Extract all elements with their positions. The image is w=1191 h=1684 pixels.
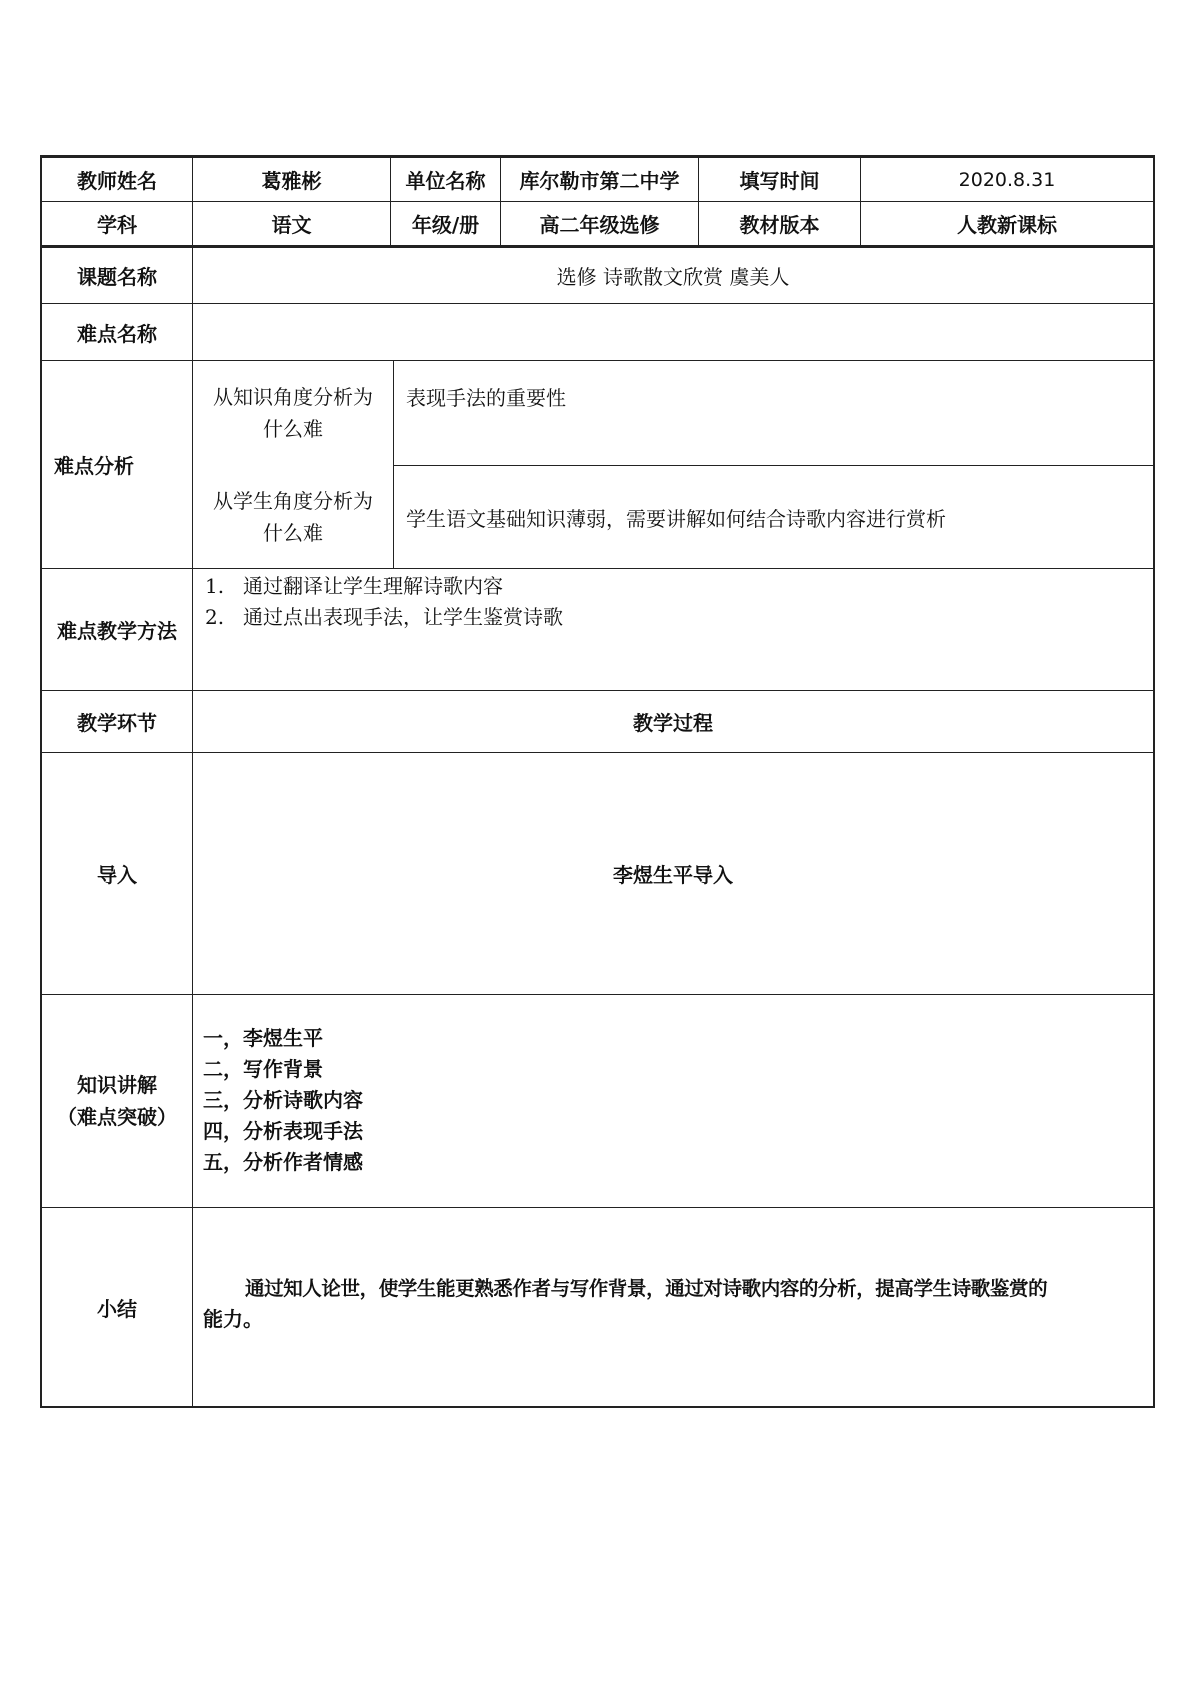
knowledge-label-line1: 知识讲解 [77,1073,157,1097]
knowledge-angle-line2: 什么难 [263,417,323,441]
list-item: 四，分析表现手法 [203,1119,363,1143]
list-item: 一，李煜生平 [203,1026,323,1050]
summary-line2: 能力。 [203,1307,263,1331]
unit-name-value: 库尔勒市第二中学 [519,169,680,193]
textbook-value: 人教新课标 [957,213,1057,237]
row-divider [40,1207,1155,1208]
table-bottom-border [40,1406,1155,1408]
difficulty-value [193,304,1153,360]
row-divider [40,994,1155,995]
col-divider [393,360,394,568]
analysis-label: 难点分析 [54,454,134,478]
knowledge-angle-value: 表现手法的重要性 [406,385,566,410]
list-item: 三，分析诗歌内容 [203,1088,363,1112]
knowledge-label [42,995,192,1207]
student-angle-line1: 从学生角度分析为 [213,489,373,513]
student-angle-value: 学生语文基础知识薄弱，需要讲解如何结合诗歌内容进行赏析 [406,506,946,531]
knowledge-angle-line1: 从知识角度分析为 [213,385,373,409]
teacher-name-label: 教师姓名 [77,169,157,193]
knowledge-list [203,1023,1103,1178]
fill-date-label: 填写时间 [739,169,820,193]
fill-date-value: 2020.8.31 [958,168,1056,191]
intro-content: 李煜生平导入 [613,863,733,887]
student-angle-label [193,466,393,568]
intro-label: 导入 [97,863,137,887]
subject-label: 学科 [97,213,137,237]
topic-label: 课题名称 [77,265,157,289]
list-item: 二，写作背景 [203,1057,323,1081]
table-right-border [1153,155,1155,1407]
topic-value: 选修 诗歌散文欣赏 虞美人 [556,265,790,289]
subject-value: 语文 [271,213,312,237]
grade-label: 年级/册 [411,213,480,237]
stage-header-label: 教学环节 [77,711,157,735]
student-angle-line2: 什么难 [263,521,323,545]
list-item: 1. 通过翻译让学生理解诗歌内容 [205,574,503,598]
knowledge-angle-label [193,361,393,465]
process-header-label: 教学过程 [633,711,713,735]
method-label: 难点教学方法 [57,619,177,643]
summary-label: 小结 [97,1296,137,1321]
summary-content [203,1273,1148,1335]
method-list [205,571,1105,633]
textbook-label: 教材版本 [739,213,820,237]
teacher-name-value: 葛雅彬 [261,169,322,193]
difficulty-label: 难点名称 [77,321,157,346]
list-item: 2. 通过点出表现手法，让学生鉴赏诗歌 [205,605,563,629]
list-item: 五，分析作者情感 [203,1150,363,1174]
row-divider [40,568,1155,569]
knowledge-label-line2: （难点突破） [57,1105,177,1129]
grade-value: 高二年级选修 [539,213,660,237]
summary-line1: 通过知人论世，使学生能更熟悉作者与写作背景，通过对诗歌内容的分析，提高学生诗歌鉴赏的 [245,1277,1048,1300]
unit-name-label: 单位名称 [405,169,486,193]
